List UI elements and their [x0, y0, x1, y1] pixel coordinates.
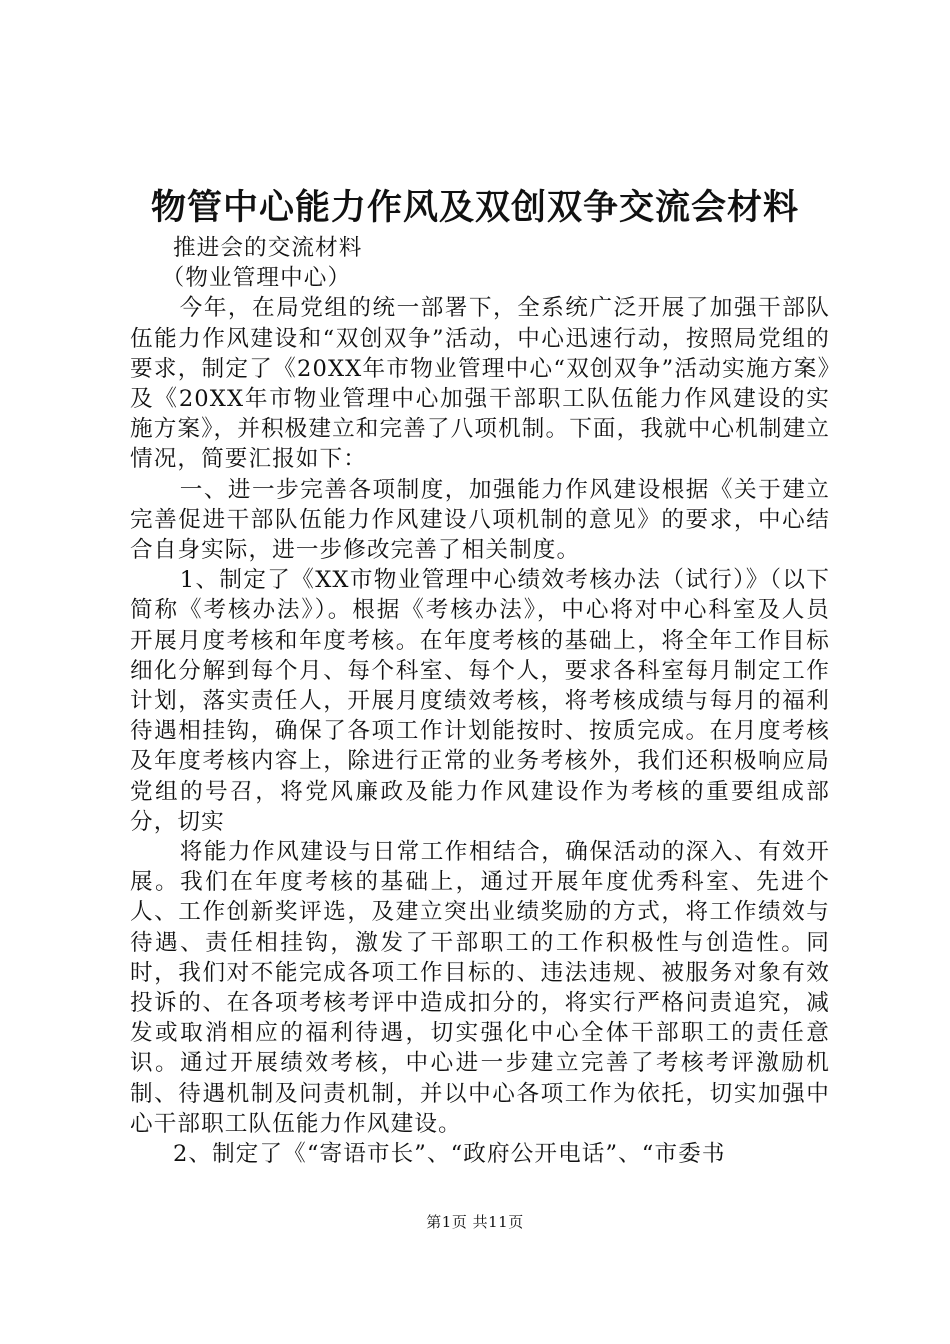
paragraph-intro: 今年，在局党组的统一部署下，全系统广泛开展了加强干部队伍能力作风建设和“双创双争”活动，中心迅速行动，按照局党组的要求，制定了《20XX年市物业管理中心“双创双争”活动实施方案》及《20XX年市物业管理中心加强干部职工队伍能力作风建设的实施方案》，并积极建立和完善了八项机制。下面，我就中心机制建立情况，简要汇报如下：	[130, 295, 830, 473]
document-title: 物管中心能力作风及双创双争交流会材料	[150, 188, 799, 228]
paragraph-section-one: 一、进一步完善各项制度，加强能力作风建设根据《关于建立完善促进干部队伍能力作风建设八项机制的意见》的要求，中心结合自身实际，进一步修改完善了相关制度。	[130, 476, 830, 564]
page-number-footer: 第1页 共11页	[426, 1213, 524, 1231]
paragraph-organization: （物业管理中心）	[161, 265, 352, 292]
paragraph-continuation: 将能力作风建设与日常工作相结合，确保活动的深入、有效开展。我们在年度考核的基础上，通过开展年度优秀科室、先进个人、工作创新奖评选，及建立突出业绩奖励的方式，将工作绩效与待遇、责任相挂钩，激发了干部职工的工作积极性与创造性。同时，我们对不能完成各项工作目标的、违法违规、被服务对象有效投诉的、在各项考核考评中造成扣分的，将实行严格问责追究，减发或取消相应的福利待遇，切实强化中心全体干部职工的责任意识。通过开展绩效考核，中心进一步建立完善了考核考评激励机制、待遇机制及问责机制，并以中心各项工作为依托，切实加强中心干部职工队伍能力作风建设。	[130, 839, 830, 1137]
paragraph-subtitle: 推进会的交流材料	[172, 235, 363, 261]
document-body	[130, 233, 830, 1169]
paragraph-item-two: 2、制定了《“寄语市长”、“政府公开电话”、“市委书	[172, 1141, 726, 1168]
paragraph-item-one: 1、制定了《XX市物业管理中心绩效考核办法（试行）》（以下简称《考核办法》）。根据《考核办法》，中心将对中心科室及人员开展月度考核和年度考核。在年度考核的基础上，将全年工作目标细化分解到每个月、每个科室、每个人，要求各科室每月制定工作计划，落实责任人，开展月度绩效考核，将考核成绩与每月的福利待遇相挂钩，确保了各项工作计划能按时、按质完成。在月度考核及年度考核内容上，除进行正常的业务考核外，我们还积极响应局党组的号召，将党风廉政及能力作风建设作为考核的重要组成部分，切实	[130, 567, 830, 835]
